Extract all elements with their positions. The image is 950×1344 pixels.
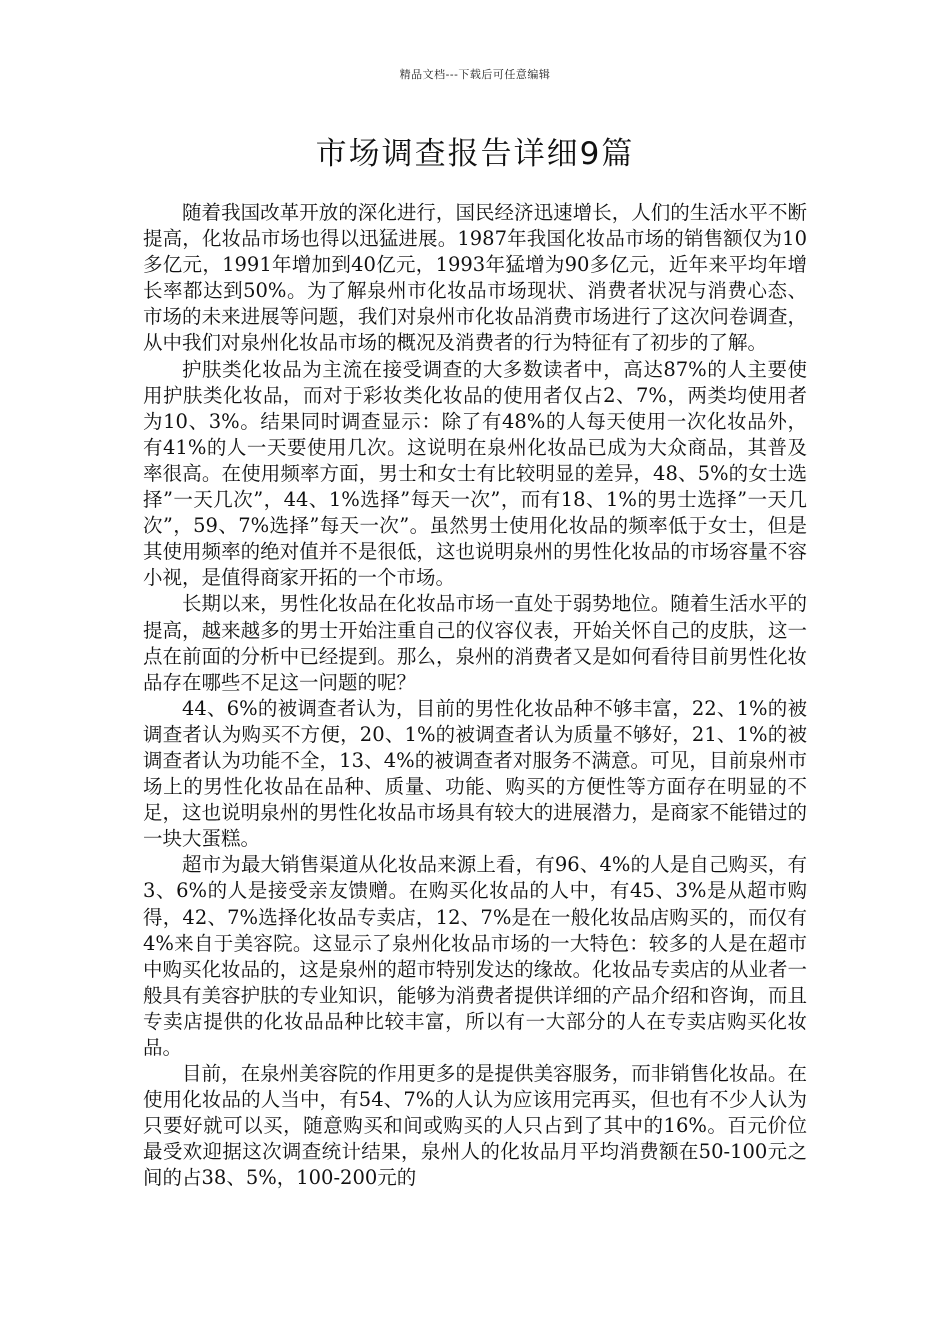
paragraph: 超市为最大销售渠道从化妆品来源上看，有96、4%的人是自己购买，有3、6%的人是接受亲友馈赠。在购买化妆品的人中，有45、3%是从超市购得，42、7%选择化妆品专卖店，12、7%是在一般化妆品店购买的，而仅有4%来自于美容院。这显示了泉州化妆品市场的一大特色：较多的人是在超市中购买化妆品的，这是泉州的超市特别发达的缘故。化妆品专卖店的从业者一般具有美容护肤的专业知识，能够为消费者提供详细的产品介绍和咨询，而且专卖店提供的化妆品品种比较丰富，所以有一大部分的人在专卖店购买化妆品。 [143,853,807,1059]
paragraph: 随着我国改革开放的深化进行，国民经济迅速增长，人们的生活水平不断提高，化妆品市场也得以迅猛进展。1987年我国化妆品市场的销售额仅为10多亿元，1991年增加到40亿元，1993年猛增为90多亿元，近年来平均年增长率都达到50%。为了解泉州市化妆品市场现状、消费者状况与消费心态、市场的未来进展等问题，我们对泉州市化妆品消费市场进行了这次问卷调查，从中我们对泉州化妆品市场的概况及消费者的行为特征有了初步的了解。 [143,201,807,355]
paragraph: 长期以来，男性化妆品在化妆品市场一直处于弱势地位。随着生活水平的提高，越来越多的男士开始注重自己的仪容仪表，开始关怀自己的皮肤，这一点在前面的分析中已经提到。那么，泉州的消费者又是如何看待目前男性化妆品存在哪些不足这一问题的呢？ [143,592,807,694]
paragraph: 44、6%的被调查者认为，目前的男性化妆品种不够丰富，22、1%的被调查者认为购买不方便，20、1%的被调查者认为质量不够好，21、1%的被调查者认为功能不全，13、4%的被调查者对服务不满意。可见，目前泉州市场上的男性化妆品在品种、质量、功能、购买的方便性等方面存在明显的不足，这也说明泉州的男性化妆品市场具有较大的进展潜力，是商家不能错过的一块大蛋糕。 [143,696,807,851]
page-header-note: 精品文档---下载后可任意编辑 [399,68,551,81]
paragraph: 护肤类化妆品为主流在接受调查的大多数读者中，高达87%的人主要使用护肤类化妆品，而对于彩妆类化妆品的使用者仅占2、7%，两类均使用者为10、3%。结果同时调查显示：除了有48%的人每天使用一次化妆品外，有41%的人一天要使用几次。这说明在泉州化妆品已成为大众商品，其普及率很高。在使用频率方面，男士和女士有比较明显的差异，48、5%的女士选择”一天几次”，44、1%选择”每天一次”，而有18、1%的男士选择”一天几次”，59、7%选择”每天一次”。虽然男士使用化妆品的频率低于女士，但是其使用频率的绝对值并不是很低，这也说明泉州的男性化妆品的市场容量不容小视，是值得商家开拓的一个市场。 [143,357,807,590]
document-title: 市场调查报告详细9篇 [315,136,635,172]
document-body [143,200,807,1192]
paragraph: 目前，在泉州美容院的作用更多的是提供美容服务，而非销售化妆品。在使用化妆品的人当中，有54、7%的人认为应该用完再买，但也有不少人认为只要好就可以买，随意购买和间或购买的人只占到了其中的16%。百元价位最受欢迎据这次调查统计结果，泉州人的化妆品月平均消费额在50-100元之间的占38、5%，100-200元的 [143,1062,807,1190]
